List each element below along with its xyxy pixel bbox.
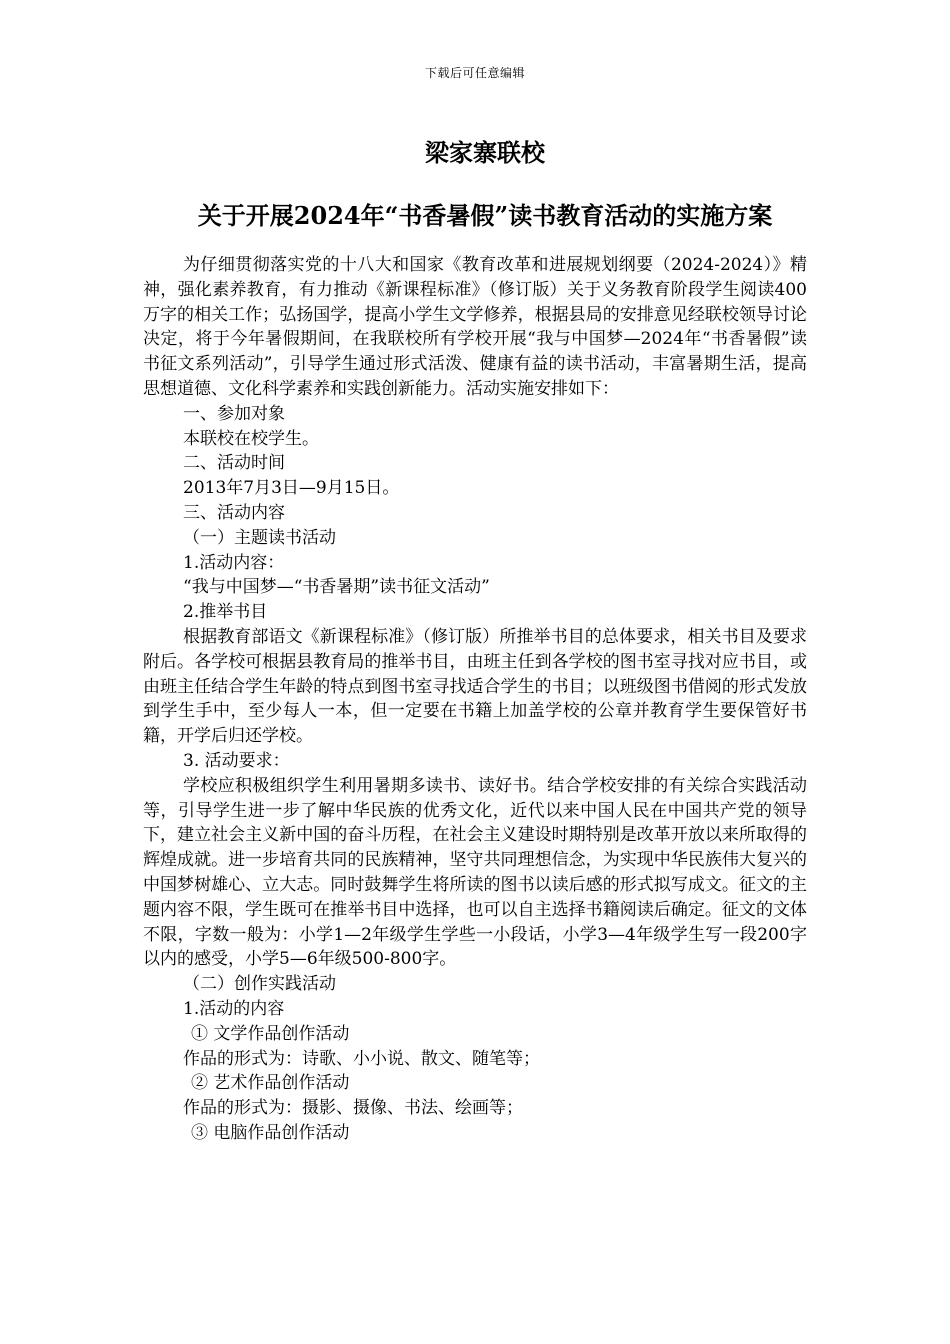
paragraph: “我与中国梦—“书香暑期”读书征文活动”	[183, 577, 490, 598]
item-heading: 3. 活动要求：	[183, 750, 290, 771]
section-heading: 二、活动时间	[183, 453, 285, 474]
page-header: 下载后可任意编辑	[424, 66, 525, 80]
intro-paragraph: 为仔细贯彻落实党的十八大和国家《教育改革和进展规划纲要（2024-2024）》精神，强化素养教育，有力推动《新课程标准》（修订版）关于义务教育阶段学生阅读400万字的相关工作；弘扬国学，提高小学生文学修养，根据县局的安排意见经联校领导讨论决定，将于今年暑假期间，在我联校所有学校开展“我与中国梦—2024年“书香暑假”读书征文系列活动”，引导学生通过形式活泼、健康有益的读书活动，丰富暑期生活，提高思想道德、文化科学素养和实践创新能力。活动实施安排如下：	[143, 255, 807, 399]
subsection-heading: （一）主题读书活动	[183, 527, 336, 548]
item-heading: 1.活动内容：	[183, 552, 285, 573]
subsection-heading: （二）创作实践活动	[183, 974, 336, 995]
paragraph: 作品的形式为：摄影、摄像、书法、绘画等；	[183, 1098, 523, 1119]
item-heading: 2.推举书目	[183, 602, 268, 623]
section-heading: 一、参加对象	[183, 403, 285, 424]
paragraph: 2013年7月3日—9月15日。	[183, 478, 400, 499]
paragraph: 学校应积极组织学生利用暑期多读书、读好书。结合学校安排的有关综合实践活动等，引导学生进一步了解中华民族的优秀文化，近代以来中国人民在中国共产党的领导下，建立社会主义新中国的奋斗历程，在社会主义建设时期特别是改革开放以来所取得的辉煌成就。进一步培育共同的民族精神，坚守共同理想信念，为实现中华民族伟大复兴的中国梦树雄心、立大志。同时鼓舞学生将所读的图书以读后感的形式拟写成文。征文的主题内容不限，学生既可在推举书目中选择，也可以自主选择书籍阅读后确定。征文的文体不限，字数一般为：小学1—2年级学生学些一小段话，小学3—4年级学生写一段200字以内的感受，小学5—6年级500-800字。	[143, 775, 807, 970]
document-body	[143, 253, 807, 1146]
list-item: ② 艺术作品创作活动	[191, 1073, 350, 1094]
item-heading: 1.活动的内容	[183, 998, 285, 1019]
list-item: ① 文学作品创作活动	[191, 1023, 350, 1044]
list-item: ③ 电脑作品创作活动	[191, 1122, 350, 1143]
paragraph: 作品的形式为：诗歌、小小说、散文、随笔等；	[183, 1048, 540, 1069]
paragraph: 本联校在校学生。	[183, 428, 319, 449]
section-heading: 三、活动内容	[183, 502, 285, 523]
school-title: 梁家寨联校	[425, 138, 545, 167]
paragraph: 根据教育部语文《新课程标准》（修订版）所推举书目的总体要求，相关书目及要求附后。各学校可根据县教育局的推举书目，由班主任到各学校的图书室寻找对应书目，或由班主任结合学生年龄的特点到图书室寻找适合学生的书目；以班级图书借阅的形式发放到学生手中，至少每人一本，但一定要在书籍上加盖学校的公章并教育学生要保管好书籍，开学后归还学校。	[143, 626, 807, 747]
document-title: 关于开展2024年“书香暑假”读书教育活动的实施方案	[197, 201, 773, 230]
